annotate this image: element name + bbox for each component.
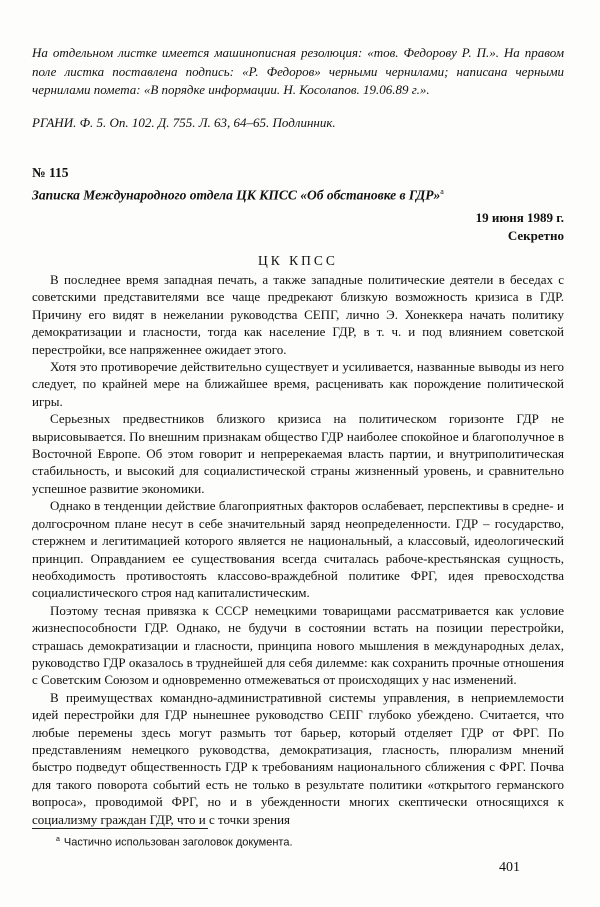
footnote-text: Частично использован заголовок документа.	[63, 836, 293, 849]
archive-reference: РГАНИ. Ф. 5. Оп. 102. Д. 755. Л. 63, 64–65. Подлинник.	[32, 114, 336, 130]
document-classification: Секретно	[507, 228, 564, 243]
document-body	[32, 271, 564, 828]
body-paragraph: Однако в тенденции действие благоприятных факторов ослабевает, перспективы в средне- и долгосрочном плане несут в себе значительный заряд неопределенности. ГДР – государство, стержнем и легитимацией которого является не национальный, а классовый, идеологический принцип. Оправданием ее существования всегда считалась рабоче-крестьянская сущность, необходимость противостоять классово-враждебной политике ФРГ, идея превосходства социалистического строя над капиталистическим.	[32, 498, 564, 601]
editorial-note	[32, 44, 564, 100]
document-number: № 115	[32, 164, 69, 180]
document-title	[32, 182, 564, 206]
footnote	[56, 832, 293, 851]
body-paragraph: В преимуществах командно-административной системы управления, в неприемлемости идей перестройки для ГДР нынешнее руководство СЕПГ глубоко убеждено. Считается, что любые перемены здесь могут размыть тот барьер, который отделяет ГДР от ФРГ. По представлениям немецкого руководства, демократизация, гласность, плюрализм мнений быстро подведут общественность ГДР к требованиям национального сближения с ФРГ. Почва для такого поворота событий есть не только в результате политики «открытого германского вопроса», проводимой ФРГ, но и в убежденности многих скептически относящихся к социализму граждан ГДР, что и с точки зрения	[32, 689, 564, 827]
document-meta	[32, 209, 564, 245]
body-paragraph: Серьезных предвестников близкого кризиса на политическом горизонте ГДР не вырисовывается. По внешним признакам общество ГДР наиболее спокойное и благополучное в Восточной Европе. Об этом говорит и непререкаемая власть партии, и внутриполитическая стабильность, и высокий для социалистической страны жизненный уровень, и сравнительно успешное развитие экономики.	[32, 411, 564, 496]
body-paragraph: Поэтому тесная привязка к СССР немецкими товарищами рассматривается как условие жизнеспособности ГДР. Однако, не будучи в состоянии встать на позиции перестройки, страшась демократизации и гласности, принципа нового мышления в международных делах, руководство ГДР оказалось в труднейшей для себя дилемме: как сохранить прочные отношения с Советским Союзом и одновременно отмежеваться от происходящих у нас изменений.	[32, 602, 564, 688]
footnote-divider	[32, 828, 208, 829]
page-content	[32, 44, 564, 828]
body-paragraph: Хотя это противоречие действительно существует и усиливается, названные выводы из него следует, по крайней мере на ближайшее время, расценивать как порождение политической игры.	[32, 359, 564, 409]
title-footnote-mark: a	[440, 186, 444, 196]
footnote-mark: a	[56, 836, 60, 843]
document-title-text: Записка Международного отдела ЦК КПСС «Об обстановке в ГДР»	[32, 187, 441, 202]
page-number: 401	[499, 860, 520, 875]
document-date: 19 июня 1989 г.	[475, 210, 564, 225]
editorial-note-text: На отдельном листке имеется машинописная резолюция: «тов. Федорову Р. П.». На правом поле листка поставлена подпись: «Р. Федоров» черными чернилами; написана черными чернилами помета: «В порядке информации. Н. Косолапов. 19.06.89 г.».	[32, 45, 564, 97]
document-addressee: ЦК КПСС	[258, 253, 338, 268]
body-paragraph: В последнее время западная печать, а также западные политические деятели в беседах с советскими представителями все чаще предрекают близкую возможность кризиса в ГДР. Причину его видят в нежелании руководства СЕПГ, лично Э. Хонеккера начать политику демократизации и гласности, тогда как население ГДР, в т. ч. и под влиянием советской перестройки, все напряженнее ожидает этого.	[32, 272, 564, 357]
